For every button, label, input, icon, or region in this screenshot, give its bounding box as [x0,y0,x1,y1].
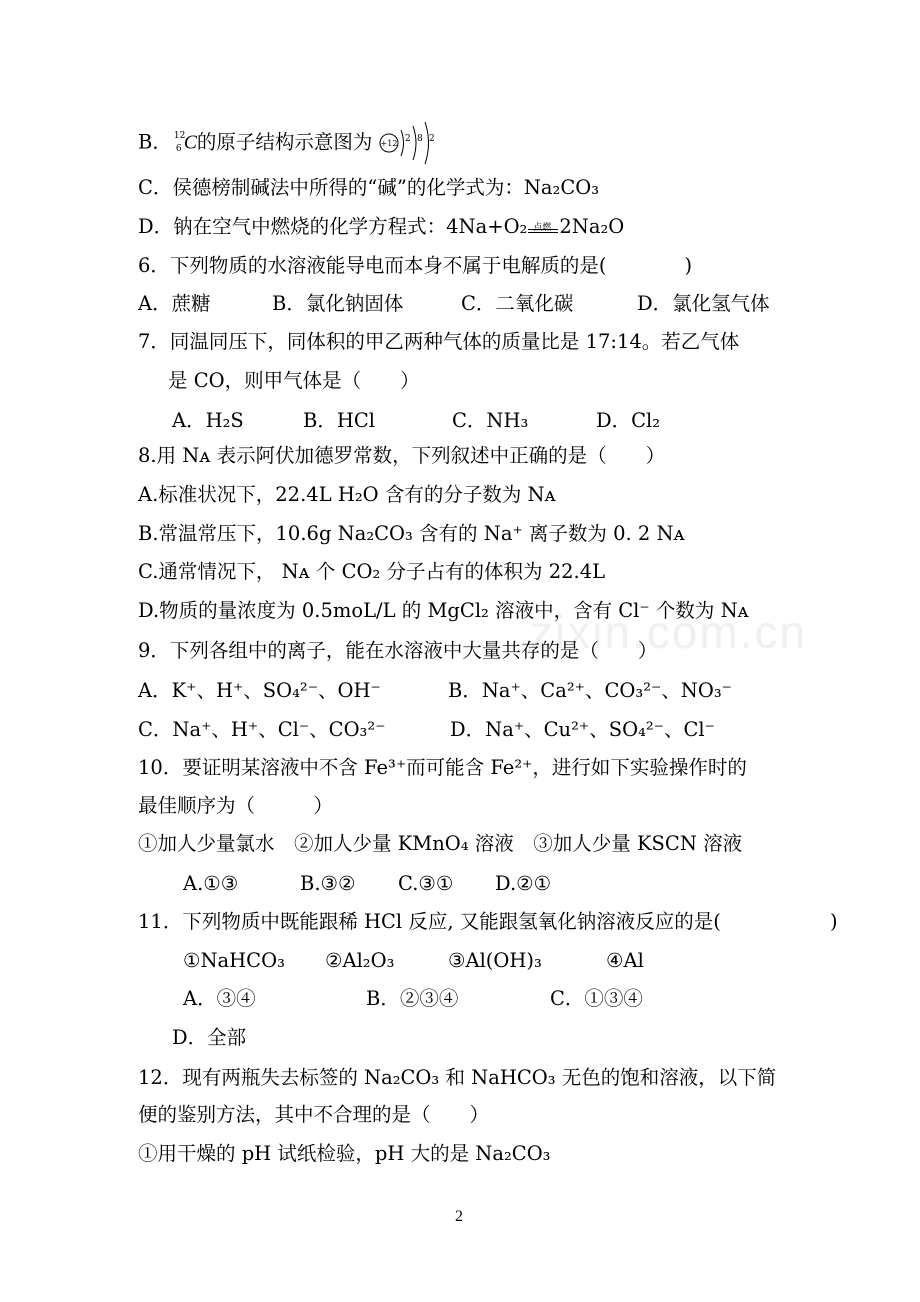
question-7: 7．同温同压下，同体积的甲乙两种气体的质量比是 17:14。若乙气体 [138,330,740,353]
question-12-cont: 便的鉴别方法，其中不合理的是（ ） [138,1103,490,1126]
q10-option-d: D.②① [495,872,552,895]
q11-item-2: ②Al₂O₃ [325,949,395,972]
q6-option-c: C．二氧化碳 [461,292,574,315]
q6-option-d: D．氯化氢气体 [637,292,770,315]
q11-item-3: ③Al(OH)₃ [448,949,542,972]
watermark: zixin.com.cn [530,606,808,658]
svg-text:8: 8 [416,134,423,144]
q7-option-c: C．NH₃ [452,409,529,432]
question-12: 12．现有两瓶失去标签的 Na₂CO₃ 和 NaHCO₃ 无色的饱和溶液，以下简 [138,1066,777,1089]
option-d-line: D．钠在空气中燃烧的化学方程式：4Na+O₂ 点燃 2Na₂O [138,215,625,238]
q11-option-c: C．①③④ [550,987,643,1010]
question-12-method-1: ①用干燥的 pH 试纸检验，pH 大的是 Na₂CO₃ [138,1142,551,1165]
q9-option-c: C．Na⁺、H⁺、Cl⁻、CO₃²⁻ [138,718,386,741]
q11-item-1: ①NaHCO₃ [183,949,285,972]
q9-option-b: B．Na⁺、Ca²⁺、CO₃²⁻、NO₃⁻ [448,679,732,702]
q10-option-a: A.①③ [183,872,239,895]
question-6: 6．下列物质的水溶液能导电而本身不属于电解质的是( ) [138,254,693,277]
q7-option-a: A．H₂S [172,409,244,432]
page-number: 2 [455,1208,463,1225]
svg-text:2: 2 [404,134,411,144]
q9-option-d: D．Na⁺、Cu²⁺、SO₄²⁻、Cl⁻ [450,718,715,741]
q8-option-c: C.通常情况下， Nᴀ 个 CO₂ 分子占有的体积为 22.4L [138,560,606,583]
svg-text:+12: +12 [380,139,398,148]
q10-option-b: B.③② [300,872,356,895]
q11-option-a: A．③④ [183,987,256,1010]
question-10: 10．要证明某溶液中不含 Fe³⁺而可能含 Fe²⁺，进行如下实验操作时的 [138,756,747,779]
q11-item-4: ④Al [606,949,644,972]
question-8: 8.用 Nᴀ 表示阿伏加德罗常数，下列叙述中正确的是（ ） [138,444,666,467]
q6-option-a: A．蔗糖 [138,292,211,315]
atom-structure-diagram [379,120,439,166]
question-9: 9．下列各组中的离子，能在水溶液中大量共存的是（ ） [138,639,658,662]
q6-option-b: B．氯化钠固体 [272,292,404,315]
question-11-paren: ) [830,910,838,933]
q7-option-b: B．HCl [303,409,375,432]
q8-option-b: B.常温常压下，10.6g Na₂CO₃ 含有的 Na⁺ 离子数为 0. 2 Nᴀ [138,522,685,545]
question-11: 11．下列物质中既能跟稀 HCl 反应, 又能跟氢氧化钠溶液反应的是( [138,910,721,933]
question-10-cont: 最佳顺序为（ ） [138,794,334,817]
q8-option-a: A.标准状况下，22.4L H₂O 含有的分子数为 Nᴀ [138,483,556,506]
q7-option-d: D．Cl₂ [596,409,661,432]
q8-option-d: D.物质的量浓度为 0.5moL/L 的 MgCl₂ 溶液中，含有 Cl⁻ 个数为 Nᴀ [138,599,749,622]
question-7-cont: 是 CO，则甲气体是（ ） [168,369,420,392]
q10-option-c: C.③① [398,872,454,895]
svg-text:2: 2 [428,134,435,144]
option-c-line: C．侯德榜制碱法中所得的“碱”的化学式为：Na₂CO₃ [138,176,600,199]
option-b-atom-line: B． 12 6 C的原子结构示意图为 +12 2 8 2 [138,120,439,166]
q11-option-b: B．②③④ [366,987,459,1010]
q11-option-d: D．全部 [172,1026,247,1049]
question-10-steps: ①加人少量氯水 ②加人少量 KMnO₄ 溶液 ③加人少量 KSCN 溶液 [138,832,743,855]
q9-option-a: A．K⁺、H⁺、SO₄²⁻、OH⁻ [138,679,381,702]
